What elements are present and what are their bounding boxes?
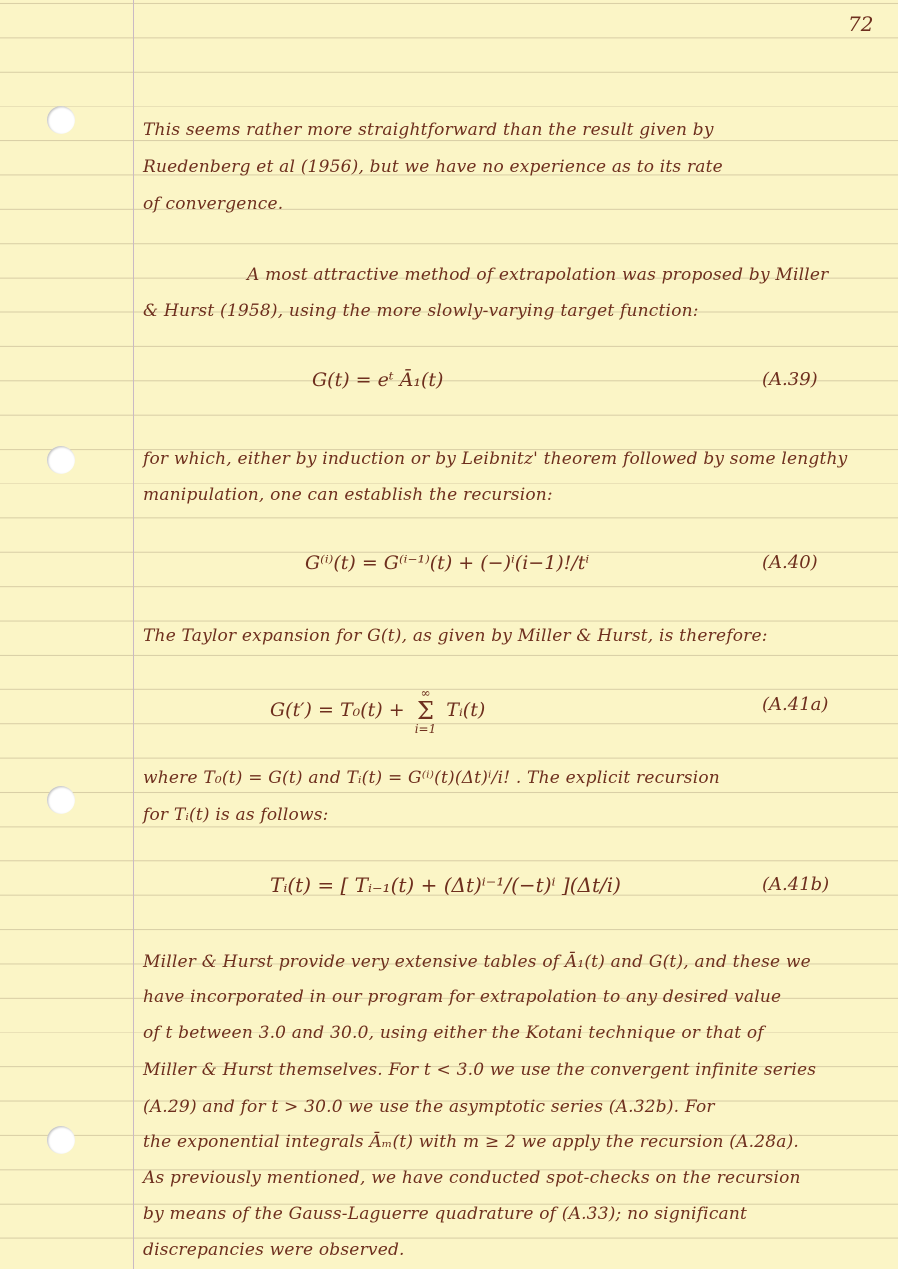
equation-a41b: Tᵢ(t) = [ Tᵢ₋₁(t) + (Δt)ⁱ⁻¹/(−t)ⁱ ](Δt/i) [270,873,621,897]
text-line: where T₀(t) = G(t) and Tᵢ(t) = G⁽ⁱ⁾(t)(Δt)ⁱ/i! . The explicit recursion [143,768,720,788]
punch-hole [47,1126,75,1154]
text-line: for Tᵢ(t) is as follows: [143,805,329,825]
text-line: This seems rather more straightforward than the result given by [143,120,714,140]
punch-hole [47,446,75,474]
equation-a40: G⁽ⁱ⁾(t) = G⁽ⁱ⁻¹⁾(t) + (−)ⁱ(i−1)!/tⁱ [305,552,590,574]
equation-label: (A.40) [762,552,818,573]
text-line: Miller & Hurst provide very extensive tables of Ā₁(t) and G(t), and these we [143,952,811,972]
text-line: (A.29) and for t > 30.0 we use the asymptotic series (A.32b). For [143,1097,715,1117]
punch-hole [47,786,75,814]
text-line: Miller & Hurst themselves. For t < 3.0 we use the convergent infinite series [143,1060,817,1080]
text-line: have incorporated in our program for extrapolation to any desired value [143,987,782,1007]
text-line: discrepancies were observed. [143,1240,405,1260]
equation-a41a [270,686,485,736]
text-line: & Hurst (1958), using the more slowly-varying target function: [143,301,699,321]
sigma-symbol: Σ [417,697,434,725]
text-line: A most attractive method of extrapolation was proposed by Miller [247,265,829,285]
text-line: of t between 3.0 and 30.0, using either the Kotani technique or that of [143,1023,764,1043]
equation-label: (A.41b) [762,874,830,895]
sum-upper-limit: ∞ [420,686,431,700]
equation-a39: G(t) = eᵗ Ā₁(t) [312,369,444,391]
equation-label: (A.41a) [762,694,829,715]
text-line: Ruedenberg et al (1956), but we have no experience as to its rate [143,157,723,177]
page-number: 72 [848,12,874,36]
equation-lhs: G(t′) = T₀(t) + [270,699,405,721]
text-line: manipulation, one can establish the recursion: [143,485,553,505]
summation [415,686,437,736]
text-line: the exponential integrals Āₘ(t) with m ≥ 2 we apply the recursion (A.28a). [143,1132,800,1152]
sum-lower-limit: i=1 [414,722,437,736]
equation-label: (A.39) [762,369,818,390]
punch-hole [47,106,75,134]
equation-rhs: Tᵢ(t) [446,699,486,721]
text-line: of convergence. [143,194,284,214]
text-line: The Taylor expansion for G(t), as given by Miller & Hurst, is therefore: [143,626,768,646]
text-line: As previously mentioned, we have conducted spot-checks on the recursion [143,1168,801,1188]
text-line: by means of the Gauss-Laguerre quadrature of (A.33); no significant [143,1204,748,1224]
margin-line [133,0,134,1269]
text-line: for which, either by induction or by Leibnitz' theorem followed by some lengthy [143,449,848,469]
